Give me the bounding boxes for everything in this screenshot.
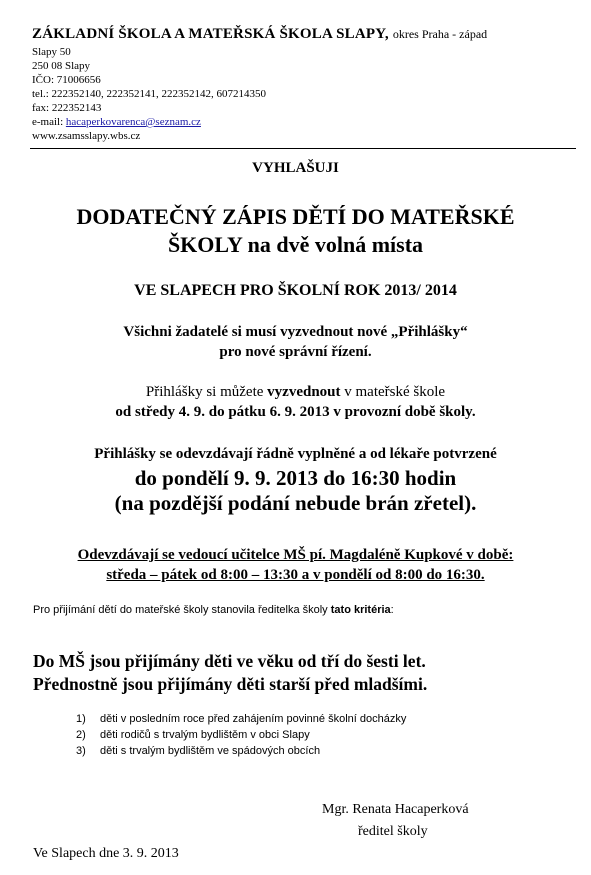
pickup-notice [0,382,591,422]
headline [0,203,591,259]
pickup-text-b: vyzvednout [267,384,341,400]
late-note: (na pozdější podání nebude brán zřetel). [114,491,477,515]
phone-numbers: tel.: 222352140, 222352141, 222352142, 607214350 [32,88,267,100]
announce-label: VYHLAŠUJI [252,160,339,176]
email-line [32,115,201,129]
criteria-intro-b: tato kritéria [330,604,391,616]
criteria-item [76,711,406,727]
deadline-date: do pondělí 9. 9. 2013 do 16:30 hodin [134,466,457,490]
criteria-intro [33,604,394,616]
criteria-item-text: děti s trvalým bydlištěm ve spádových obcích [100,745,321,757]
pickup-line-1 [0,382,591,402]
address-city: 250 08 Slapy [32,60,91,72]
criteria-item [76,743,406,759]
criteria-item-number: 1) [76,713,86,725]
criteria-item [76,727,406,743]
school-year: VE SLAPECH PRO ŠKOLNÍ ROK 2013/ 2014 [134,282,457,299]
age-rule-2: Přednostně jsou přijímány děti starší před mladšími. [33,674,428,694]
email-label: e-mail: [32,116,64,128]
criteria-intro-c: : [390,604,394,616]
company-id: IČO: 71006656 [32,74,101,86]
criteria-item-number: 2) [76,729,86,741]
applicants-notice [0,322,591,362]
address-street: Slapy 50 [32,46,71,58]
handover-notice [0,545,591,585]
website-text: www.zsamsslapy.wbs.cz [32,130,141,142]
pickup-line-2: od středy 4. 9. do pátku 6. 9. 2013 v provozní době školy. [115,404,476,420]
letterhead-divider [30,148,576,149]
letterhead-title [32,25,487,43]
signatory-name: Mgr. Renata Hacaperková [322,802,469,817]
criteria-item-text: děti rodičů s trvalým bydlištěm v obci Slapy [100,729,310,741]
criteria-list [76,711,406,759]
applicants-line-1: Všichni žadatelé si musí vyzvednout nové „Přihlášky“ [123,324,468,340]
criteria-item-number: 3) [76,745,86,757]
signatory-role: ředitel školy [358,824,428,839]
school-region: okres Praha - západ [392,27,488,41]
place-and-date: Ve Slapech dne 3. 9. 2013 [33,846,179,861]
pickup-text-c: v mateřské škole [340,384,446,400]
submit-notice: Přihlášky se odevzdávají řádně vyplněné a od lékaře potvrzené [94,446,497,462]
headline-line-2: ŠKOLY na dvě volná místa [167,232,424,257]
handover-line-2: středa – pátek od 8:00 – 13:30 a v pondělí od 8:00 do 16:30. [106,567,485,583]
criteria-intro-a: Pro přijímání dětí do mateřské školy stanovila ředitelka školy [33,604,331,616]
fax-number: fax: 222352143 [32,102,102,114]
school-name: ZÁKLADNÍ ŠKOLA A MATEŘSKÁ ŠKOLA SLAPY, [32,26,389,42]
pickup-text-a: Přihlášky si můžete [145,384,268,400]
headline-line-1: DODATEČNÝ ZÁPIS DĚTÍ DO MATEŘSKÉ [76,204,515,229]
age-rule-1: Do MŠ jsou přijímány děti ve věku od tří do šesti let. [33,651,426,671]
email-link[interactable]: hacaperkovarenca@seznam.cz [65,116,201,128]
criteria-item-text: děti v posledním roce před zahájením povinné školní docházky [100,713,407,725]
age-rules [33,650,427,696]
deadline-block [0,466,591,516]
handover-line-1: Odevzdávají se vedoucí učitelce MŠ pí. Magdaléně Kupkové v době: [77,547,514,563]
applicants-line-2: pro nové správní řízení. [219,344,372,360]
